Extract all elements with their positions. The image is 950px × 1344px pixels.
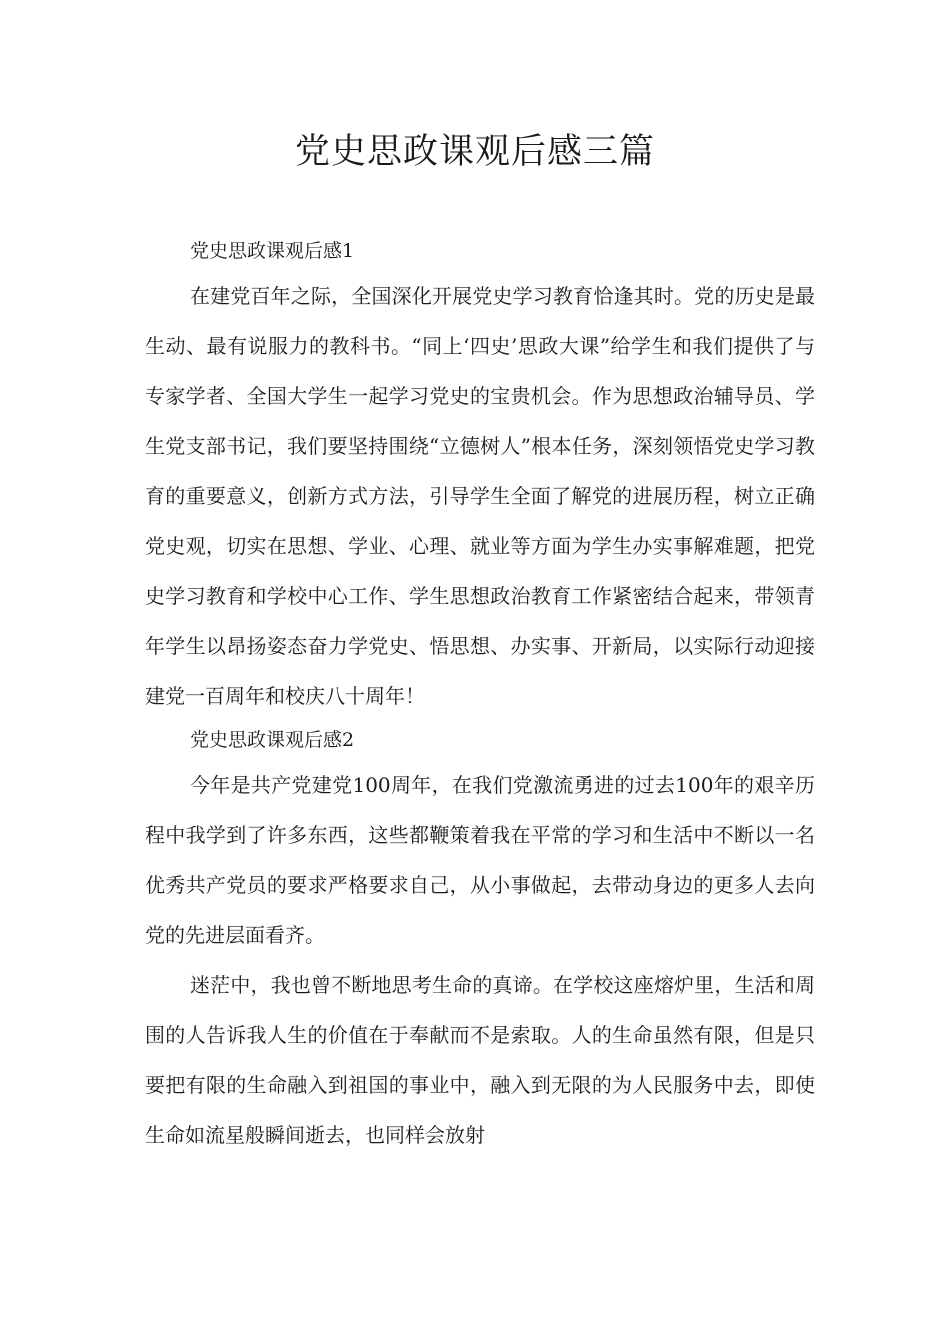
section-heading-1: 党史思政课观后感1 bbox=[190, 240, 355, 262]
section-heading-2: 党史思政课观后感2 bbox=[190, 729, 355, 751]
document-title: 党史思政课观后感三篇 bbox=[294, 132, 655, 172]
section-1-paragraph-1: 在建党百年之际，全国深化开展党史学习教育恰逢其时。党的历史是最生动、最有说服力的教科书。“同上‘四史’思政大课”给学生和我们提供了与专家学者、全国大学生一起学习党史的宝贵机会。作为思想政治辅导员、学生党支部书记，我们要坚持围绕“立德树人”根本任务，深刻领悟党史学习教育的重要意义，创新方式方法，引导学生全面了解党的进展历程，树立正确党史观，切实在思想、学业、心理、就业等方面为学生办实事解难题，把党史学习教育和学校中心工作、学生思想政治教育工作紧密结合起来，带领青年学生以昂扬姿态奋力学党史、悟思想、办实事、开新局，以实际行动迎接建党一百周年和校庆八十周年！ bbox=[145, 284, 815, 708]
section-2-paragraph-1: 今年是共产党建党100周年，在我们党激流勇进的过去100年的艰辛历程中我学到了许多东西，这些都鞭策着我在平常的学习和生活中不断以一名优秀共产党员的要求严格要求自己，从小事做起，去带动身边的更多人去向党的先进层面看齐。 bbox=[145, 773, 815, 947]
section-2-paragraph-2: 迷茫中，我也曾不断地思考生命的真谛。在学校这座熔炉里，生活和周围的人告诉我人生的价值在于奉献而不是索取。人的生命虽然有限，但是只要把有限的生命融入到祖国的事业中，融入到无限的为人民服务中去，即使生命如流星般瞬间逝去，也同样会放射 bbox=[145, 973, 815, 1147]
document-body bbox=[145, 232, 815, 1160]
